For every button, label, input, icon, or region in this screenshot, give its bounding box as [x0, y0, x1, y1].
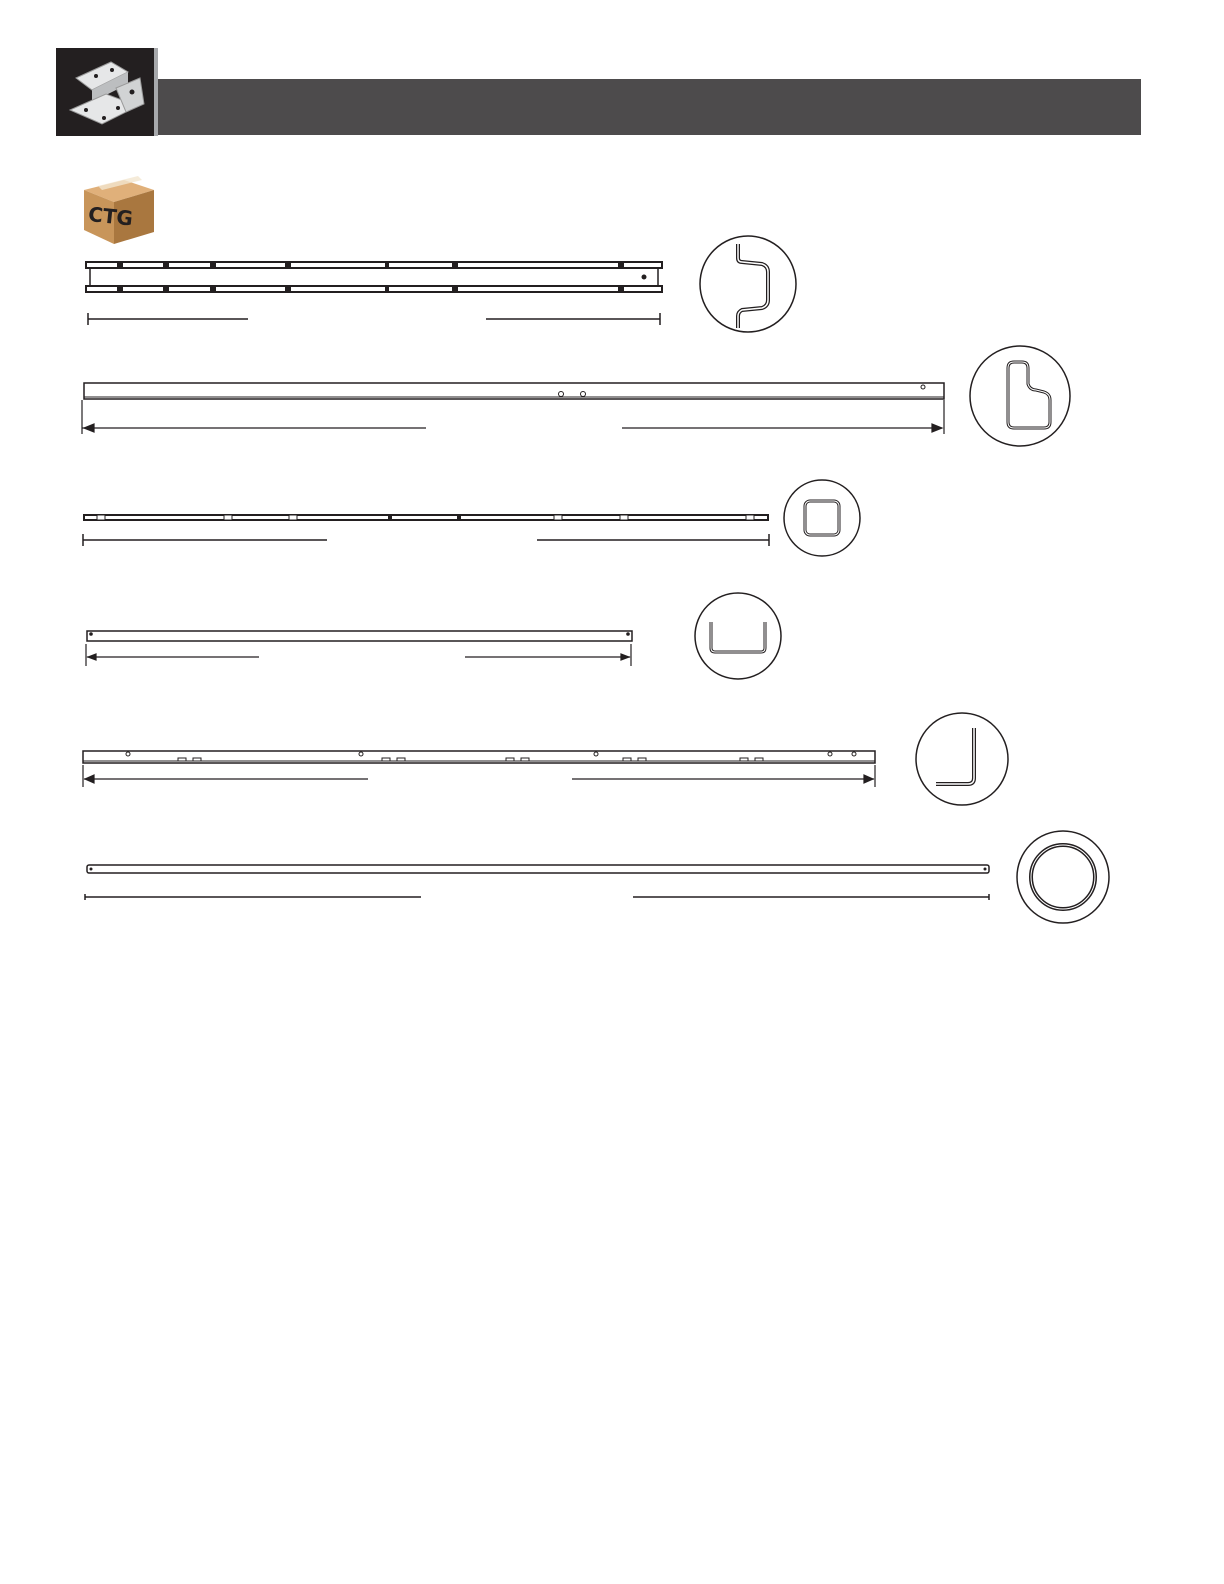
rail-drawing [87, 631, 632, 641]
part-row-1 [86, 236, 796, 332]
part-row-5 [83, 713, 1008, 805]
part-row-4 [86, 593, 781, 679]
carton-box-icon [78, 174, 158, 246]
dimension-line [83, 534, 769, 546]
dimension-line [86, 644, 631, 666]
angle-profile-icon [916, 713, 1008, 805]
square-tube-profile-icon [784, 480, 860, 556]
section-bracket-icon [56, 48, 154, 136]
u-channel-profile-icon [695, 593, 781, 679]
dimension-line [88, 313, 660, 325]
dimension-line [85, 894, 989, 900]
rail-drawing [83, 751, 875, 763]
dimension-line [82, 400, 944, 434]
rail-drawing [87, 865, 989, 873]
z-channel-profile-icon [700, 236, 796, 332]
rail-drawing [86, 262, 662, 292]
rail-drawing [84, 383, 944, 399]
hook-channel-profile-icon [970, 346, 1070, 446]
part-row-3 [83, 480, 860, 556]
carton-label: CTG [87, 202, 135, 231]
part-row-2 [82, 346, 1070, 446]
rail-drawing [83, 514, 769, 521]
part-row-6 [85, 831, 1109, 923]
section-header-bar [158, 79, 1141, 135]
round-tube-profile-icon [1017, 831, 1109, 923]
dimension-line [83, 765, 875, 787]
